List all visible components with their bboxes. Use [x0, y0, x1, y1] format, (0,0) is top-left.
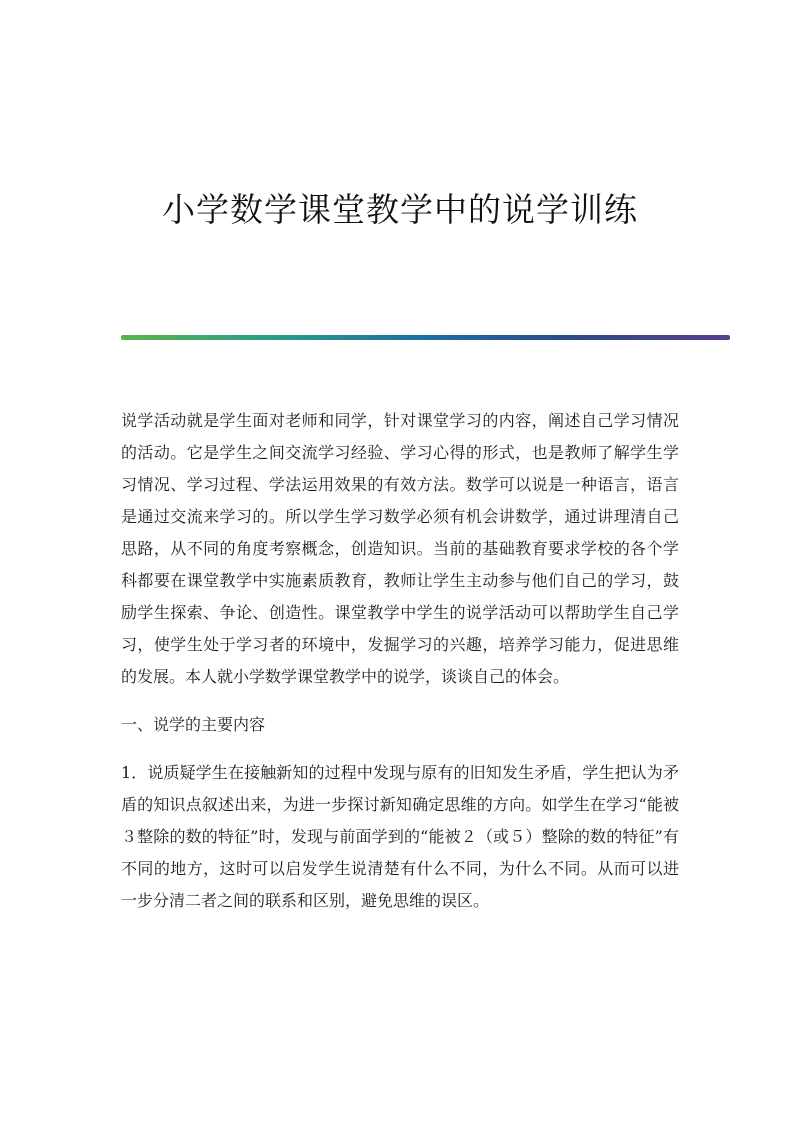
title-divider	[121, 335, 730, 340]
section-heading: 一、说学的主要内容	[121, 715, 266, 734]
document-body	[121, 405, 679, 933]
body-paragraph: 1．说质疑学生在接触新知的过程中发现与原有的旧知发生矛盾，学生把认为矛盾的知识点叙述出来，为进一步探讨新知确定思维的方向。如学生在学习“能被３整除的数的特征”时，发现与前面学到的“能被２（或５）整除的数的特征”有不同的地方，这时可以启发学生说清楚有什么不同，为什么不同。从而可以进一步分清二者之间的联系和区别，避免思维的误区。	[121, 763, 679, 910]
intro-paragraph: 说学活动就是学生面对老师和同学，针对课堂学习的内容，阐述自己学习情况的活动。它是学生之间交流学习经验、学习心得的形式，也是教师了解学生学习情况、学习过程、学法运用效果的有效方法。数学可以说是一种语言，语言是通过交流来学习的。所以学生学习数学必须有机会讲数学，通过讲理清自己思路，从不同的角度考察概念，创造知识。当前的基础教育要求学校的各个学科都要在课堂教学中实施素质教育，教师让学生主动参与他们自己的学习，鼓励学生探索、争论、创造性。课堂教学中学生的说学活动可以帮助学生自己学习，使学生处于学习者的环境中，发掘学习的兴趣，培养学习能力，促进思维的发展。本人就小学数学课堂教学中的说学，谈谈自己的体会。	[121, 411, 679, 686]
document-title: 小学数学课堂教学中的说学训练	[162, 190, 638, 229]
